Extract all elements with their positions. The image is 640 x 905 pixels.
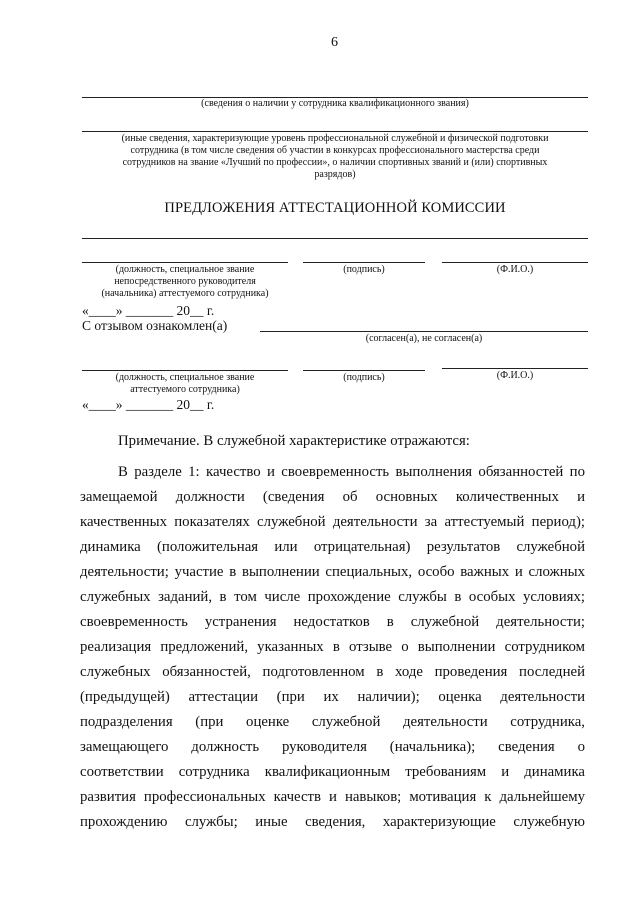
body-line: замещающего должность руководителя (начальника); сведения о bbox=[80, 739, 585, 755]
date-line: «____» _______ 20__ г. bbox=[82, 303, 215, 318]
other-info-caption-line: сотрудника (в том числе сведения об участии в конкурсах профессионального мастерства среди bbox=[130, 145, 540, 156]
employee-position-caption-line: (должность, специальное звание bbox=[115, 372, 255, 383]
name-fill-line bbox=[442, 262, 588, 263]
date-line: «____» _______ 20__ г. bbox=[82, 397, 215, 412]
body-line: соответствии сотрудника квалификационным требованиям и динамика bbox=[80, 764, 585, 780]
supervisor-position-caption-line: (должность, специальное звание bbox=[115, 264, 255, 275]
proposal-fill-line bbox=[82, 262, 288, 263]
body-line: развития профессиональных качеств и навыков; мотивация к дальнейшему bbox=[80, 789, 585, 805]
body-line: своевременность устранения недостатков в служебной деятельности; bbox=[80, 614, 585, 630]
rank-caption: (сведения о наличии у сотрудника квалификационного звания) bbox=[201, 98, 469, 109]
body-line: замещаемой должности (сведения об основных количественных и bbox=[80, 489, 585, 505]
employee-position-caption bbox=[82, 372, 288, 396]
other-info-caption-line: (иные сведения, характеризующие уровень профессиональной служебной и физической подготовки bbox=[121, 133, 549, 144]
body-line: реализация предложений, указанных в отзыве о выполнении сотрудником bbox=[80, 639, 585, 655]
body-line: подразделения (при оценке служебной деятельности сотрудника, bbox=[80, 714, 585, 730]
supervisor-position-caption bbox=[82, 264, 288, 300]
body-line: прохождению службы; иные сведения, характеризующие служебную bbox=[80, 814, 585, 830]
body-line: динамика (положительная или отрицательная) результатов служебной bbox=[80, 539, 585, 555]
agree-fill-line bbox=[260, 331, 588, 332]
name-caption: (Ф.И.О.) bbox=[496, 370, 534, 381]
note-body bbox=[80, 460, 585, 835]
signature-caption: (подпись) bbox=[343, 264, 385, 275]
signature-fill-line bbox=[303, 370, 425, 371]
name-caption: (Ф.И.О.) bbox=[496, 264, 534, 275]
supervisor-position-caption-line: (начальника) аттестуемого сотрудника) bbox=[101, 288, 269, 299]
other-info-caption-line: сотрудников на звание «Лучший по профессии», о наличии спортивных званий и (или) спортивных bbox=[122, 157, 548, 168]
body-line: служебных обязанностей, подготовленном в ходе проведения последней bbox=[80, 664, 585, 680]
body-line: В разделе 1: качество и своевременность выполнения обязанностей по bbox=[118, 464, 585, 480]
body-line: (предыдущей) аттестации (при их наличии); оценка деятельности bbox=[80, 689, 585, 705]
other-info-caption bbox=[82, 133, 588, 181]
proposal-fill-line bbox=[82, 238, 588, 239]
supervisor-position-caption-line: непосредственного руководителя bbox=[114, 276, 256, 287]
signature-fill-line bbox=[303, 262, 425, 263]
note-heading: Примечание. В служебной характеристике отражаются: bbox=[118, 433, 470, 449]
position-fill-line bbox=[82, 370, 288, 371]
signature-caption: (подпись) bbox=[343, 372, 385, 383]
employee-position-caption-line: аттестуемого сотрудника) bbox=[130, 384, 240, 395]
other-info-fill-line bbox=[82, 131, 588, 132]
page-number: 6 bbox=[331, 35, 338, 50]
acquainted-label: С отзывом ознакомлен(а) bbox=[82, 318, 228, 333]
agree-caption: (согласен(а), не согласен(а) bbox=[365, 333, 483, 344]
other-info-caption-line: разрядов) bbox=[314, 169, 356, 180]
name-fill-line bbox=[442, 368, 588, 369]
body-line: качественных показателях служебной деятельности за аттестуемый период); bbox=[80, 514, 585, 530]
body-line: служебных заданий, в том числе прохождение службы в особых условиях; bbox=[80, 589, 585, 605]
section-title: ПРЕДЛОЖЕНИЯ АТТЕСТАЦИОННОЙ КОМИССИИ bbox=[164, 200, 506, 216]
body-line: деятельности; участие в выполнении специальных, особо важных и сложных bbox=[80, 564, 585, 580]
